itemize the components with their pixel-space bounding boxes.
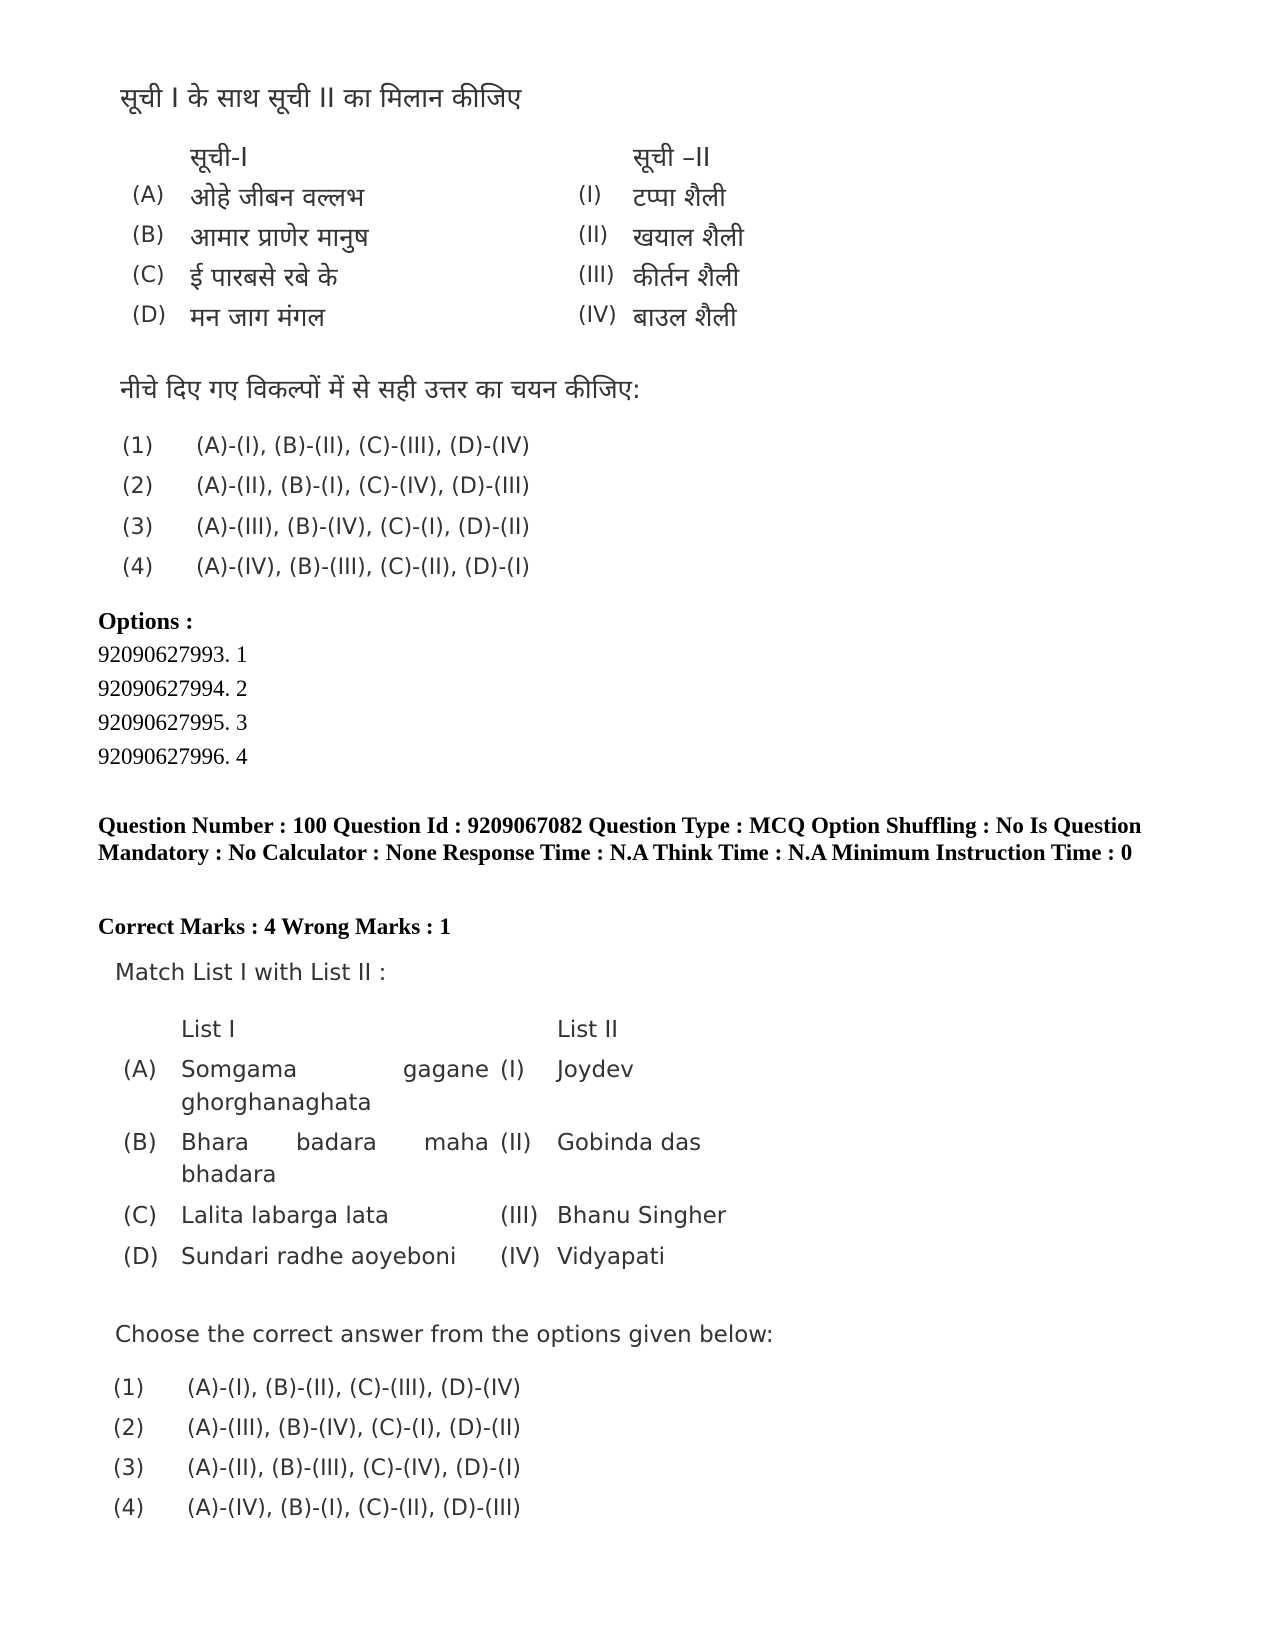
hindi-list2-item: खयाल शैली — [633, 223, 745, 253]
english-list2-item: Vidyapati — [557, 1244, 666, 1270]
option-item: 92090627995. 3 — [98, 710, 248, 735]
english-list2-item: Bhanu Singher — [557, 1203, 727, 1229]
hindi-list1-item: ई पारबसे रबे के — [190, 263, 338, 293]
hindi-row-label: (II) — [578, 223, 609, 248]
hindi-list1-item: आमार प्राणेर मानुष — [190, 223, 369, 253]
hindi-answer-text: (A)-(II), (B)-(I), (C)-(IV), (D)-(III) — [196, 474, 530, 499]
english-row-label: (B) — [123, 1130, 157, 1156]
option-item: 92090627994. 2 — [98, 676, 248, 701]
hindi-answer-number: (2) — [122, 474, 154, 499]
english-answer-text: (A)-(IV), (B)-(I), (C)-(II), (D)-(III) — [187, 1496, 521, 1521]
english-row-label: (D) — [123, 1244, 159, 1270]
hindi-list1-header: सूची-I — [190, 143, 248, 173]
hindi-list2-item: कीर्तन शैली — [633, 263, 740, 293]
hindi-row-label: (I) — [578, 183, 602, 208]
english-answer-number: (2) — [113, 1416, 145, 1441]
english-list1-word: gagane — [402, 1057, 489, 1083]
english-list2-header: List II — [557, 1017, 619, 1043]
english-answer-text: (A)-(III), (B)-(IV), (C)-(I), (D)-(II) — [187, 1416, 521, 1441]
hindi-row-label: (A) — [132, 183, 165, 208]
english-answer-number: (4) — [113, 1496, 145, 1521]
english-list1-item — [181, 1130, 489, 1156]
english-answer-number: (3) — [113, 1456, 145, 1481]
english-row-label: (III) — [500, 1203, 539, 1229]
hindi-row-label: (B) — [132, 223, 165, 248]
hindi-answer-text: (A)-(I), (B)-(II), (C)-(III), (D)-(IV) — [196, 434, 530, 459]
option-item: 92090627996. 4 — [98, 744, 248, 769]
english-list1-item: Lalita labarga lata — [181, 1203, 389, 1229]
question-marks: Correct Marks : 4 Wrong Marks : 1 — [98, 914, 451, 939]
hindi-answer-number: (3) — [122, 515, 154, 540]
hindi-question-title: सूची I के साथ सूची II का मिलान कीजिए — [120, 83, 522, 114]
english-list2-item: Gobinda das — [557, 1130, 702, 1156]
hindi-list1-item: मन जाग मंगल — [190, 303, 325, 333]
hindi-row-label: (IV) — [578, 303, 617, 328]
hindi-list1-item: ओहे जीबन वल्लभ — [190, 183, 365, 213]
english-answer-number: (1) — [113, 1376, 145, 1401]
options-heading: Options : — [98, 609, 194, 635]
english-row-label: (I) — [500, 1057, 525, 1083]
hindi-list2-item: बाउल शैली — [633, 303, 737, 333]
english-list1-header: List I — [181, 1017, 236, 1043]
english-list1-item-cont: ghorghanaghata — [181, 1090, 372, 1116]
english-question-title: Match List I with List II : — [115, 960, 387, 986]
question-metadata: Question Number : 100 Question Id : 9209067082 Question Type : MCQ Option Shuffling : No Is Question Mandatory : No Calculator : None Response Time : N.A Think Time : N.A Minimum Instruction Time : 0 — [98, 813, 1142, 865]
english-list1-word: Bhara — [181, 1130, 250, 1156]
hindi-list2-header: सूची –II — [633, 143, 711, 173]
english-list1-item: Sundari radhe aoyeboni — [181, 1244, 457, 1270]
hindi-row-label: (III) — [578, 263, 615, 288]
english-list1-word: Somgama — [181, 1057, 298, 1083]
hindi-row-label: (C) — [132, 263, 165, 288]
hindi-answer-text: (A)-(III), (B)-(IV), (C)-(I), (D)-(II) — [196, 515, 530, 540]
english-list1-word: maha — [423, 1130, 489, 1156]
hindi-answer-text: (A)-(IV), (B)-(III), (C)-(II), (D)-(I) — [196, 555, 530, 580]
english-row-label: (C) — [123, 1203, 158, 1229]
english-row-label: (IV) — [500, 1244, 541, 1270]
option-item: 92090627993. 1 — [98, 642, 248, 667]
hindi-answer-number: (4) — [122, 555, 154, 580]
hindi-choose-instruction: नीचे दिए गए विकल्पों में से सही उत्तर का चयन कीजिए: — [120, 375, 641, 405]
hindi-answer-number: (1) — [122, 434, 154, 459]
english-list1-item — [181, 1057, 489, 1083]
english-list1-item-cont: bhadara — [181, 1162, 277, 1188]
english-answer-text: (A)-(II), (B)-(III), (C)-(IV), (D)-(I) — [187, 1456, 521, 1481]
english-row-label: (A) — [123, 1057, 157, 1083]
english-list1-word: badara — [295, 1130, 377, 1156]
english-choose-instruction: Choose the correct answer from the options given below: — [115, 1322, 774, 1348]
english-answer-text: (A)-(I), (B)-(II), (C)-(III), (D)-(IV) — [187, 1376, 521, 1401]
hindi-list2-item: टप्पा शैली — [633, 183, 726, 213]
hindi-row-label: (D) — [132, 303, 167, 328]
english-row-label: (II) — [500, 1130, 532, 1156]
english-list2-item: Joydev — [557, 1057, 634, 1083]
